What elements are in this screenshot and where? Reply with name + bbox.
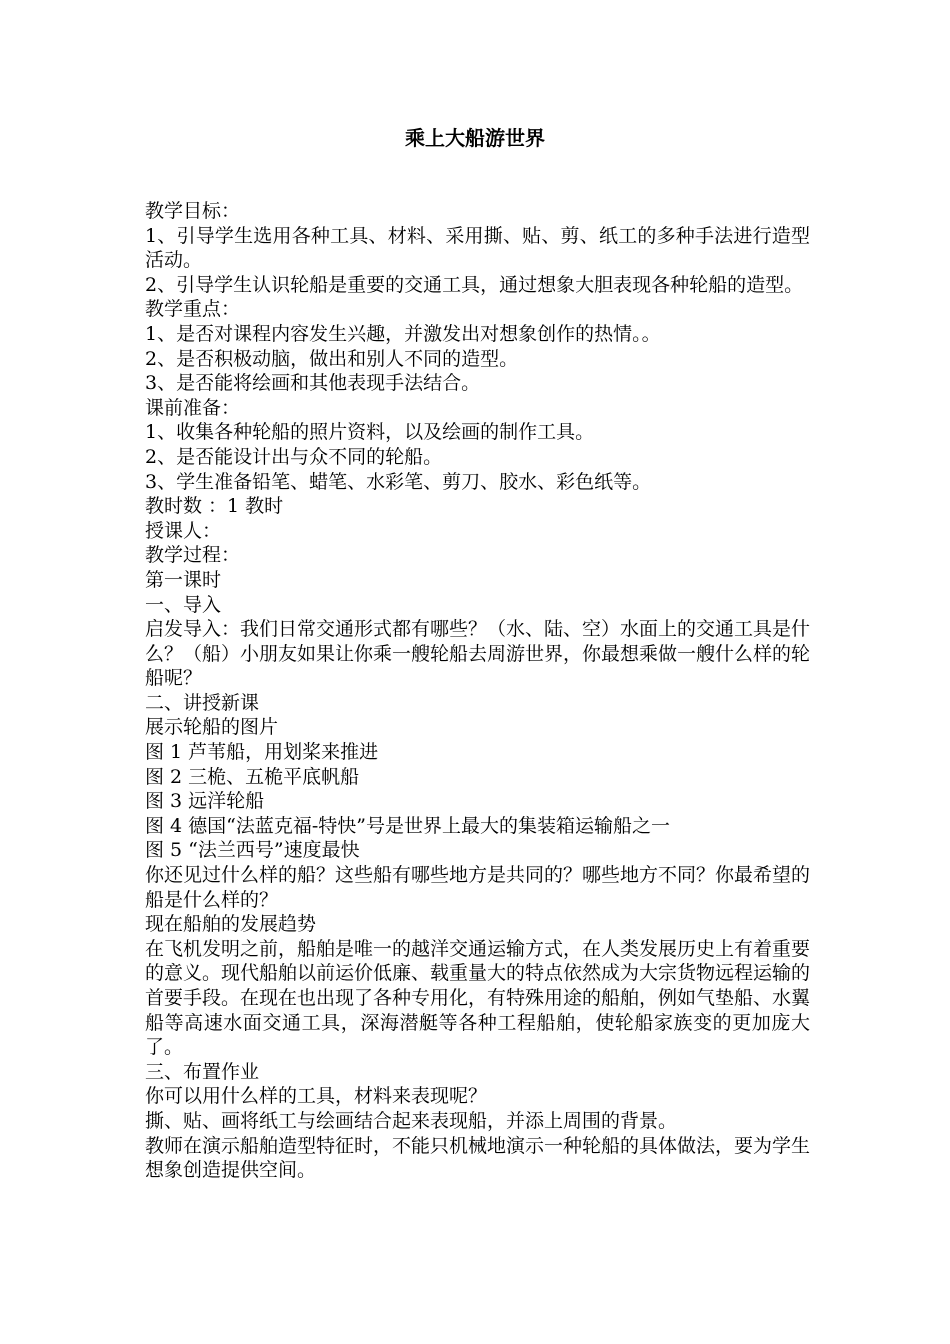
- paragraph: 启发导入：我们日常交通形式都有哪些？（水、陆、空）水面上的交通工具是什么？（船）小朋友如果让你乘一艘轮船去周游世界，你最想乘做一艘什么样的轮船呢？: [145, 618, 811, 690]
- paragraph: 教师在演示船舶造型特征时，不能只机械地演示一种轮船的具体做法，要为学生想象创造提供空间。: [145, 1134, 811, 1182]
- section-heading-new-lesson: 二、讲授新课: [145, 691, 260, 714]
- section-heading-introduction: 一、导入: [145, 593, 222, 616]
- paragraph-teacher: 授课人：: [145, 519, 222, 542]
- paragraph: 你还见过什么样的船？这些船有哪些地方是共同的？哪些地方不同？你最希望的船是什么样的？: [145, 864, 811, 911]
- paragraph: 2、是否能设计出与众不同的轮船。: [145, 445, 443, 468]
- section-heading-key-points: 教学重点：: [145, 298, 241, 321]
- paragraph-class-hours: 教时数 ：1 教时: [145, 495, 284, 518]
- figure-item: 图 1 芦苇船，用划桨来推进: [145, 741, 379, 764]
- paragraph: 现在船舶的发展趋势: [145, 913, 317, 936]
- paragraph: 第一课时: [145, 568, 222, 591]
- paragraph: 3、学生准备铅笔、蜡笔、水彩笔、剪刀、胶水、彩色纸等。: [145, 470, 652, 493]
- paragraph: 展示轮船的图片: [145, 716, 279, 739]
- paragraph: 你可以用什么样的工具，材料来表现呢？: [145, 1085, 488, 1108]
- document-body: [145, 199, 810, 1183]
- paragraph: 1、是否对课程内容发生兴趣，并激发出对想象创作的热情。。: [145, 322, 661, 345]
- paragraph: 1、收集各种轮船的照片资料，以及绘画的制作工具。: [145, 421, 595, 444]
- figure-item: 图 5 “法兰西号”速度最快: [145, 839, 360, 862]
- figure-item: 图 3 远洋轮船: [145, 790, 265, 813]
- section-heading-objectives: 教学目标：: [145, 200, 241, 222]
- paragraph: 1、引导学生选用各种工具、材料、采用撕、贴、剪、纸工的多种手法进行造型活动。: [145, 224, 810, 272]
- paragraph: 3、是否能将绘画和其他表现手法结合。: [145, 372, 481, 395]
- paragraph: 在飞机发明之前，船舶是唯一的越洋交通运输方式，在人类发展历史上有着重要的意义。现代船舶以前运价低廉、载重量大的特点依然成为大宗货物远程运输的首要手段。在现在也出现了各种专用化，有特殊用途的船舶，例如气垫船、水翼船等高速水面交通工具，深海潜艇等各种工程船舶，使轮船家族变的更加庞大了。: [145, 937, 811, 1059]
- figure-item: 图 2 三桅、五桅平底帆船: [145, 765, 360, 788]
- section-heading-preparation: 课前准备：: [145, 396, 241, 419]
- section-heading-process: 教学过程：: [145, 544, 241, 567]
- section-heading-homework: 三、布置作业: [145, 1060, 260, 1083]
- paragraph: 2、是否积极动脑，做出和别人不同的造型。: [145, 347, 519, 370]
- paragraph: 2、引导学生认识轮船是重要的交通工具，通过想象大胆表现各种轮船的造型。: [145, 273, 804, 296]
- figure-item: 图 4 德国“法蓝克福-特快”号是世界上最大的集装箱运输船之一: [145, 814, 671, 837]
- paragraph: 撕、贴、画将纸工与绘画结合起来表现船，并添上周围的背景。: [145, 1109, 678, 1132]
- document-title: 乘上大船游世界: [405, 126, 545, 150]
